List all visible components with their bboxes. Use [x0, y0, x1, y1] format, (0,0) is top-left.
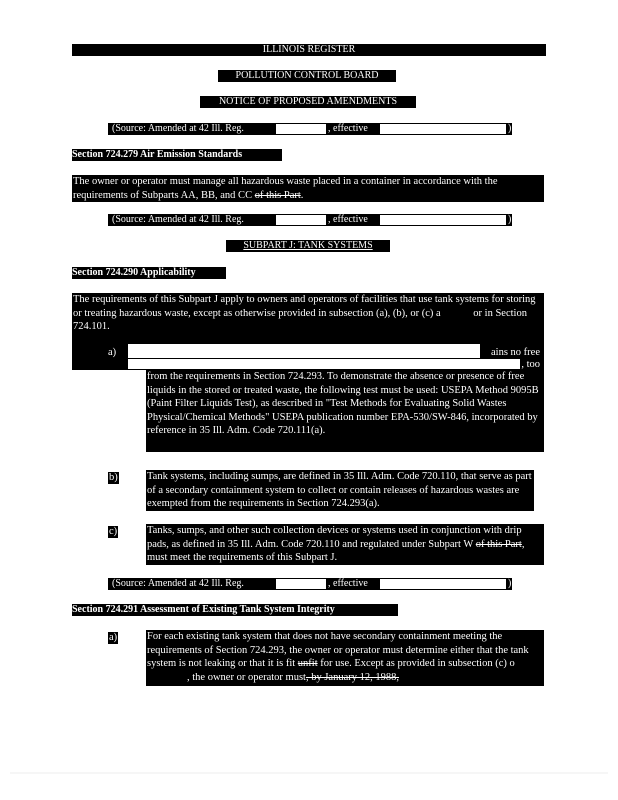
source-close: ): [508, 123, 512, 134]
item-a-mid: for use. Except as provided in subsection (c) o: [320, 658, 515, 669]
section-body-end: .: [300, 189, 304, 201]
struck-text: of this Part: [475, 538, 522, 550]
redaction-gap: [276, 579, 326, 589]
item-a-redacted-block: [72, 334, 544, 370]
struck-text: unfit: [297, 658, 318, 669]
item-c-text: [146, 524, 544, 565]
source-effective: , effective: [328, 123, 368, 134]
section-body-text: The requirements of this Subpart J apply to owners and operators of facilities that use tank systems for storing or treating hazardous waste, except as otherwise provided in subsection (a), (b), or (c) a: [73, 294, 536, 319]
redaction-gap: [276, 124, 326, 134]
section-291-item-a-text: [146, 630, 544, 686]
item-a-text: from the requirements in Section 724.293. To demonstrate the absence or presence of free liquids in the stored or treated waste, the following test must be used: USEPA Method 9095B (Paint Filter Liquids Test), as described in "Test Methods for Evaluating Solid Wastes Physical/Chemical Methods" USEPA publication number EPA-530/SW-846, incorporated by reference in 35 Ill. Adm. Code 720.111(a).: [146, 370, 544, 452]
item-b-label: b): [109, 472, 118, 483]
source-line-3: [108, 578, 512, 590]
page-edge-line: [10, 772, 608, 774]
item-c-end: , must meet the requirements of this Subpart J.: [147, 538, 525, 563]
section-body-text: The owner or operator must manage all hazardous waste placed in a container in accordance with the requirements of Subparts AA, BB, and CC: [73, 176, 498, 201]
section-724-279-body: [72, 175, 544, 202]
source-line-2: [108, 214, 512, 226]
section-724-291-title: Section 724.291 Assessment of Existing Tank System Integrity: [72, 604, 398, 616]
source-effective: , effective: [328, 214, 368, 225]
section-body-end: or in Section 724.101.: [73, 307, 527, 332]
section-724-279-title: Section 724.279 Air Emission Standards: [72, 149, 282, 161]
source-close: ): [508, 578, 512, 589]
redaction-gap: [128, 344, 480, 358]
redaction-gap: [380, 215, 506, 225]
source-prefix: (Source: Amended at 42 Ill. Reg.: [112, 578, 244, 589]
section-724-290-title: Section 724.290 Applicability: [72, 267, 226, 279]
section-291-item-a-label: a): [109, 632, 118, 643]
item-c-body: Tanks, sumps, and other such collection devices or systems used in conjunction with drip pads, as defined in 35 Ill. Adm. Code 720.110 and regulated under Subpart W: [147, 525, 522, 550]
redaction-gap: [128, 359, 520, 369]
source-prefix: (Source: Amended at 42 Ill. Reg.: [112, 123, 244, 134]
struck-text: , by January 12, 1988,: [305, 671, 399, 683]
source-effective: , effective: [328, 578, 368, 589]
source-close: ): [508, 214, 512, 225]
section-724-290-body: [72, 293, 544, 334]
item-a-line1-end: ains no free: [491, 347, 540, 358]
redaction-gap: [276, 215, 326, 225]
source-prefix: (Source: Amended at 42 Ill. Reg.: [112, 214, 244, 225]
subpart-j-title: SUBPART J: TANK SYSTEMS: [226, 240, 390, 252]
item-b-text: Tank systems, including sumps, are defined in 35 Ill. Adm. Code 720.110, that serve as part of a secondary containment system to collect or contain releases of hazardous wastes are exempted from the requirements in Section 724.293(a).: [146, 470, 534, 511]
board-title: POLLUTION CONTROL BOARD: [218, 70, 396, 82]
item-a-mid2: , the owner or operator must: [187, 671, 306, 683]
source-line-1: [108, 123, 512, 135]
item-a-body: For each existing tank system that does not have secondary containment meeting the requirements of Section 724.293, the owner or operator must determine either that the tank system is not leaking or that it is fit: [147, 631, 529, 669]
notice-title: NOTICE OF PROPOSED AMENDMENTS: [200, 96, 416, 108]
item-a-label: a): [108, 347, 117, 358]
item-a-line2-end: , too: [521, 359, 540, 370]
redaction-gap: [380, 124, 506, 134]
redaction-gap: [380, 579, 506, 589]
register-title: ILLINOIS REGISTER: [72, 44, 546, 56]
item-c-label: c): [109, 526, 118, 537]
struck-text: of this Part: [254, 189, 301, 201]
